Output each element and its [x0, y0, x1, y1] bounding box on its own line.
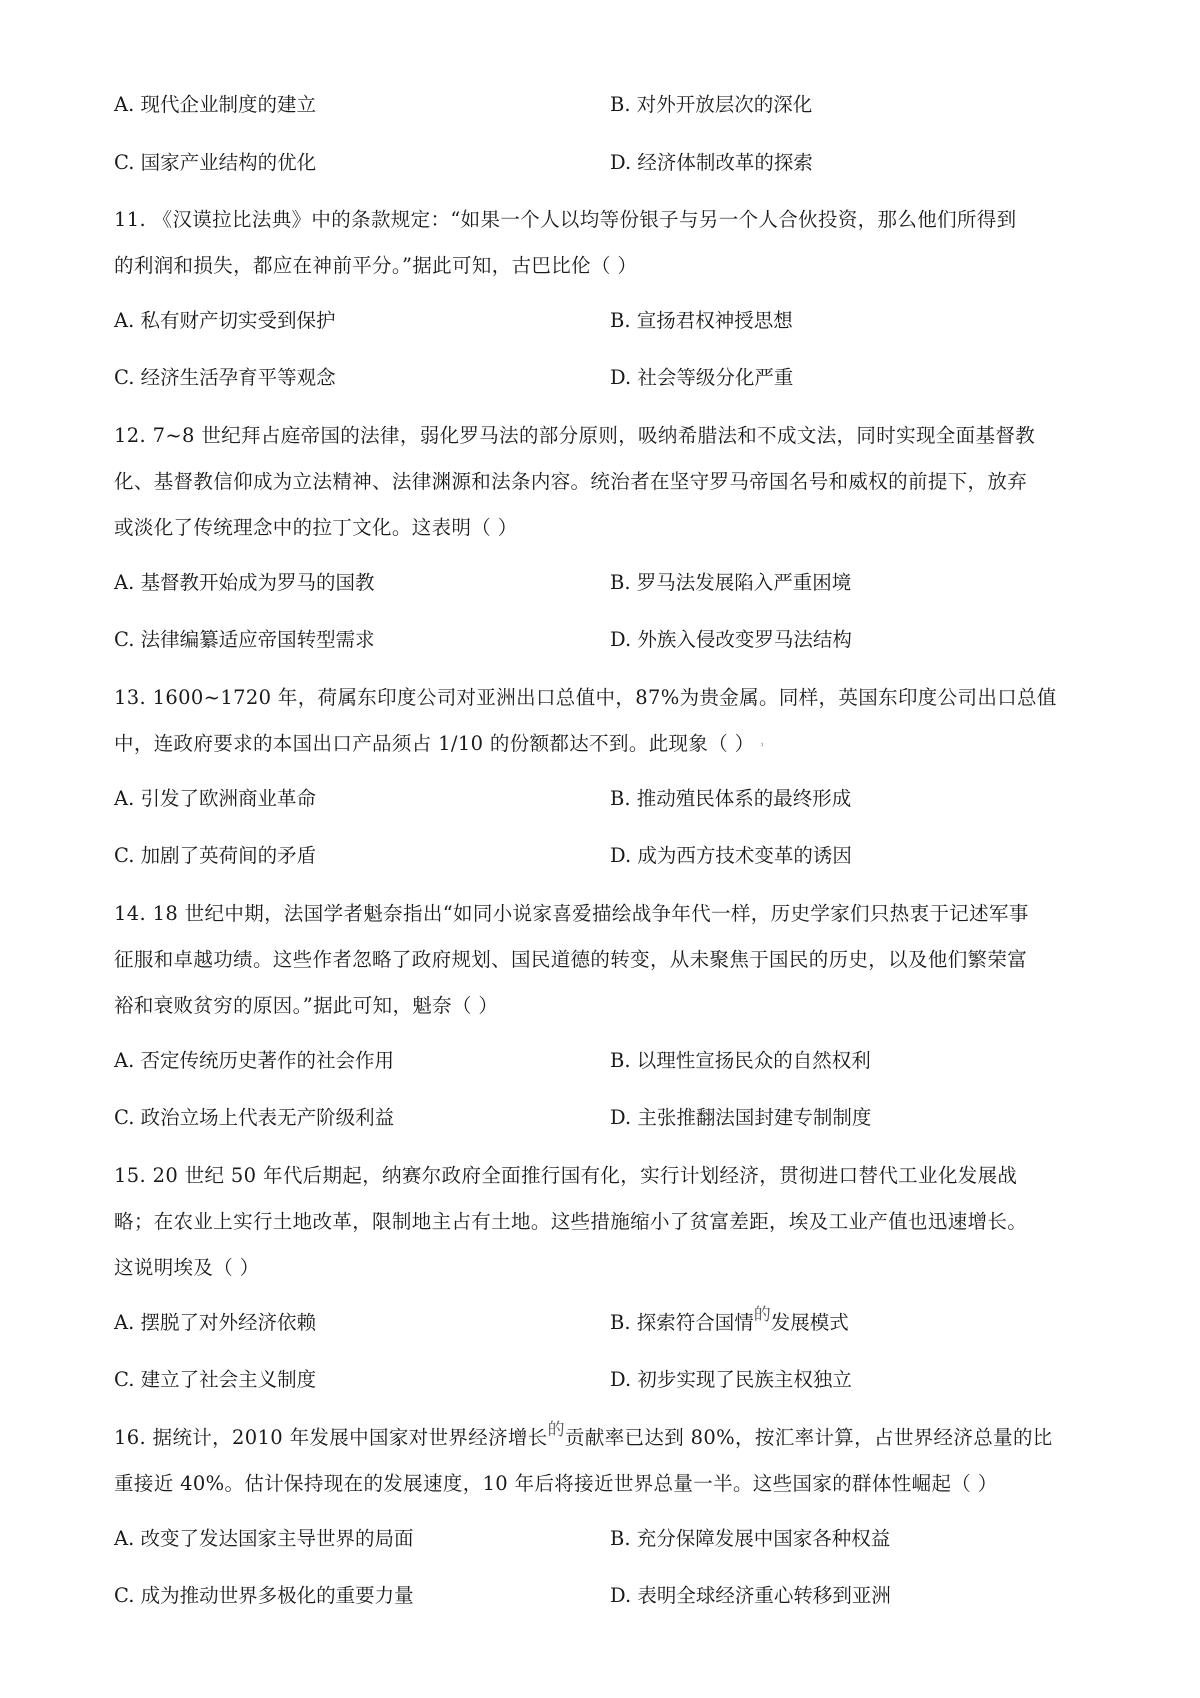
question-14-line-1: 14. 18 世纪中期，法国学者魁奈指出“如同小说家喜爱描绘战争年代一样，历史学家们只热衷于记述军事: [114, 902, 1029, 925]
option-row: [114, 148, 1114, 178]
option-a: A. 否定传统历史著作的社会作用: [114, 1049, 394, 1072]
option-row: [114, 1103, 1114, 1133]
option-d: D. 社会等级分化严重: [610, 366, 794, 389]
question-16-line-1-start: 16. 据统计，2010 年发展中国家对世界经济增长: [114, 1426, 548, 1449]
option-c: C. 政治立场上代表无产阶级利益: [114, 1106, 395, 1129]
option-row: [114, 841, 1114, 871]
option-b-text-end: 发展模式: [770, 1311, 849, 1334]
option-row: [114, 625, 1114, 655]
option-b: B. 推动殖民体系的最终形成: [610, 787, 852, 810]
question-14-line-3: 裕和衰败贫穷的原因。”据此可知，魁奈（ ）: [114, 994, 499, 1017]
option-b-text-start: B. 探索符合国情: [610, 1311, 754, 1334]
option-d: D. 初步实现了民族主权独立: [610, 1368, 852, 1391]
option-row: [114, 90, 1114, 120]
option-d: D. 外族入侵改变罗马法结构: [610, 628, 852, 651]
option-b: B. 以理性宣扬民众的自然权利: [610, 1049, 871, 1072]
option-a: A. 改变了发达国家主导世界的局面: [114, 1527, 414, 1550]
question-15-line-3: 这说明埃及（ ）: [114, 1256, 260, 1279]
option-row: [114, 568, 1114, 598]
question-12-line-3: 或淡化了传统理念中的拉丁文化。这表明（ ）: [114, 516, 518, 539]
option-row: [114, 1046, 1114, 1076]
option-c: C. 建立了社会主义制度: [114, 1368, 317, 1391]
option-d: D. 成为西方技术变革的诱因: [610, 844, 852, 867]
option-row: [114, 784, 1114, 814]
question-16-line-2: 重接近 40%。估计保持现在的发展速度，10 年后将接近世界总量一半。这些国家的群体性崛起（ ）: [114, 1472, 998, 1495]
option-c: C. 国家产业结构的优化: [114, 151, 317, 174]
question-13-line-2: [114, 728, 1104, 760]
option-a: A. 基督教开始成为罗马的国教: [114, 571, 375, 594]
option-b: B. 充分保障发展中国家各种权益: [610, 1527, 891, 1550]
option-row: [114, 306, 1114, 336]
raised-character: 的: [547, 1420, 565, 1440]
option-a: A. 现代企业制度的建立: [114, 93, 316, 116]
question-12-line-1: 12. 7~8 世纪拜占庭帝国的法律，弱化罗马法的部分原则，吸纳希腊法和不成文法，同时实现全面基督教: [114, 424, 1036, 447]
option-a: A. 摆脱了对外经济依赖: [114, 1311, 316, 1334]
question-12-line-2: 化、基督教信仰成为立法精神、法律渊源和法条内容。统治者在坚守罗马帝国名号和威权的前提下，放弃: [114, 470, 1028, 493]
option-row: [114, 1365, 1114, 1395]
question-14-line-2: 征服和卓越功绩。这些作者忽略了政府规划、国民道德的转变，从未聚焦于国民的历史，以及他们繁荣富: [114, 948, 1028, 971]
question-16-line-1-end: 贡献率已达到 80%，按汇率计算，占世界经济总量的比: [565, 1426, 1053, 1449]
option-d: D. 主张推翻法国封建专制制度: [610, 1106, 872, 1129]
option-d: D. 经济体制改革的探索: [610, 151, 813, 174]
option-c: C. 经济生活孕育平等观念: [114, 366, 336, 389]
question-11-line-1: 11. 《汉谟拉比法典》中的条款规定：“如果一个人以均等份银子与另一个人合伙投资，那么他们所得到: [114, 208, 1017, 231]
option-row: [114, 363, 1114, 393]
option-c: C. 加剧了英荷间的矛盾: [114, 844, 317, 867]
option-b: B. 宣扬君权神授思想: [610, 309, 793, 332]
option-b: B. 罗马法发展陷入严重困境: [610, 571, 852, 594]
question-16-line-1: [114, 1422, 1104, 1454]
raised-character: 的: [753, 1305, 771, 1325]
question-13-line-1: 13. 1600~1720 年，荷属东印度公司对亚洲出口总值中，87%为贵金属。同样，英国东印度公司出口总值: [114, 686, 1057, 709]
option-row: [114, 1305, 1114, 1338]
option-c: C. 成为推动世界多极化的重要力量: [114, 1584, 414, 1607]
question-15-line-2: 略；在农业上实行土地改革，限制地主占有土地。这些措施缩小了贫富差距，埃及工业产值也迅速增长。: [114, 1210, 1028, 1233]
option-a: A. 引发了欧洲商业革命: [114, 787, 316, 810]
question-15-line-1: 15. 20 世纪 50 年代后期起，纳赛尔政府全面推行国有化，实行计划经济，贯彻进口替代工业化发展战: [114, 1164, 1018, 1187]
option-b: B. 对外开放层次的深化: [610, 93, 813, 116]
question-11-line-2: 的利润和损失，都应在神前平分。”据此可知，古巴比伦（ ）: [114, 254, 638, 277]
option-c: C. 法律编纂适应帝国转型需求: [114, 628, 375, 651]
option-a: A. 私有财产切实受到保护: [114, 309, 336, 332]
option-row: [114, 1581, 1114, 1611]
question-13-line-2-text: 中，连政府要求的本国出口产品须占 1/10 的份额都达不到。此现象（ ）: [114, 732, 755, 755]
option-row: [114, 1524, 1114, 1554]
option-b: [610, 1305, 849, 1339]
option-d: D. 表明全球经济重心转移到亚洲: [610, 1584, 891, 1607]
stray-mark: ˒: [760, 738, 766, 754]
